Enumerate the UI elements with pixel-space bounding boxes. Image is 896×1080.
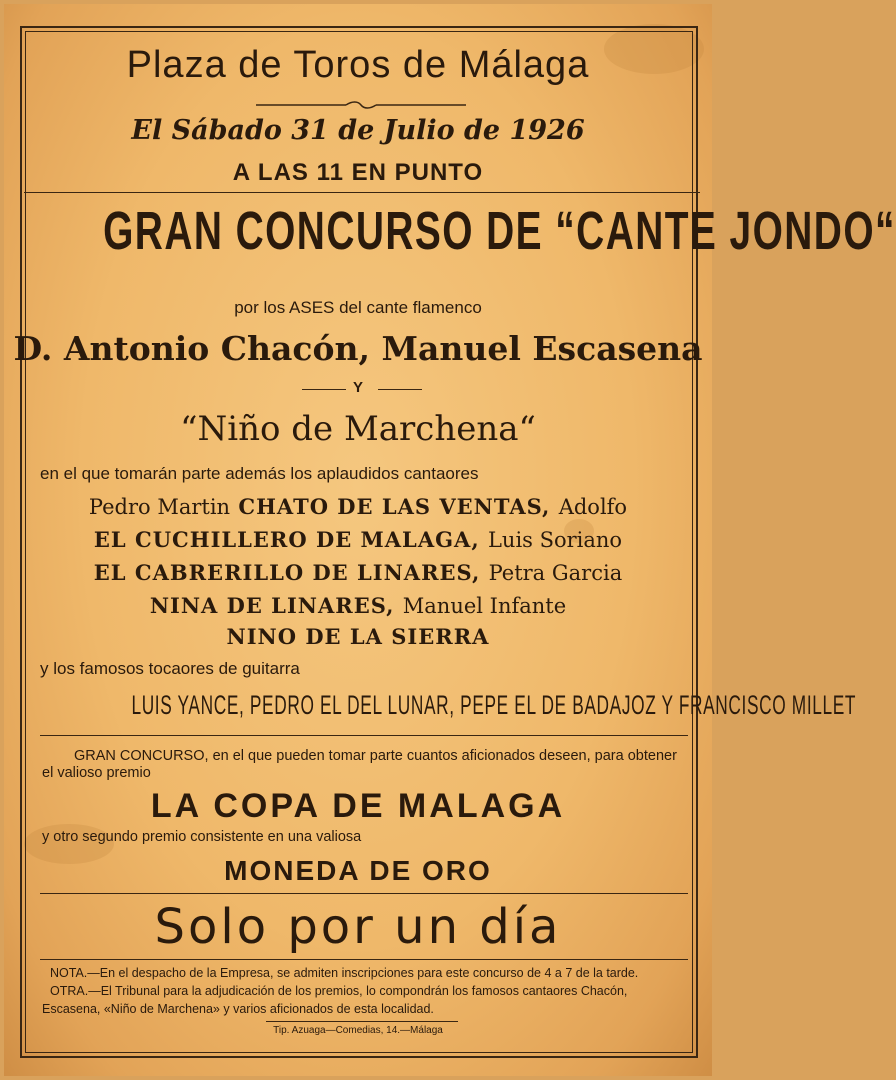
divider-rule (24, 192, 700, 193)
intro-singers: en el que tomarán parte además los aplaudidos cantaores (40, 464, 479, 483)
venue-title: Plaza de Toros de Málaga (126, 44, 590, 86)
printer-credit: Tip. Azuaga—Comedias, 14.—Málaga (273, 1025, 443, 1036)
divider-rule (40, 959, 688, 960)
singer-name: Adolfo (558, 495, 628, 519)
guitarists: LUIS YANCE, PEDRO EL DEL LUNAR, PEPE EL DE BADAJOZ Y FRANCISCO MILLET (131, 690, 857, 720)
divider-rule (378, 389, 422, 390)
singer-alias: EL CUCHILLERO DE MALAGA, (93, 527, 480, 552)
featured-singer: “Niño de Marchena“ (180, 409, 536, 449)
second-prize-text: y otro segundo premio consistente en una valiosa (42, 829, 362, 845)
singer-row (4, 593, 712, 618)
subtitle: por los ASES del cante flamenco (234, 298, 482, 317)
prize-title: LA COPA DE MALAGA (150, 787, 566, 825)
singer-alias: EL CABRERILLO DE LINARES, (93, 560, 481, 585)
divider-rule (40, 893, 688, 894)
main-singers: D. Antonio Chacón, Manuel Escasena (13, 329, 703, 368)
conjunction: Y (352, 379, 363, 396)
singer-row (4, 494, 712, 519)
headline: GRAN CONCURSO DE “CANTE JONDO“ (103, 201, 896, 261)
singer-name: Petra Garcia (488, 561, 623, 585)
event-date: El Sábado 31 de Julio de 1926 (131, 115, 585, 146)
ornament-divider (256, 101, 466, 109)
divider-rule (266, 1021, 458, 1022)
singer-name: Manuel Infante (402, 594, 567, 618)
singer-name: Luis Soriano (487, 528, 623, 552)
otra-text: OTRA.—El Tribunal para la adjudicación de los premios, lo compondrán los famosos cantaores Chacón, Escasena, «Niño de Marchena» y varios aficionados de esta localidad. (42, 984, 628, 1016)
singer-alias: NINO DE LA SIERRA (226, 624, 490, 649)
singer-alias: CHATO DE LAS VENTAS, (238, 494, 551, 519)
poster-paper (4, 4, 896, 1076)
singer-row (4, 560, 712, 585)
singer-row (4, 527, 712, 552)
singer-name: Pedro Martin (88, 495, 231, 519)
divider-rule (40, 735, 688, 736)
contest-text: GRAN CONCURSO, en el que pueden tomar parte cuantos aficionados deseen, para obtener el valioso premio (42, 748, 677, 781)
event-time: A LAS 11 EN PUNTO (232, 159, 484, 186)
guitar-intro: y los famosos tocaores de guitarra (40, 659, 300, 678)
singer-row (4, 624, 712, 649)
nota-text: NOTA.—En el despacho de la Empresa, se admiten inscripciones para este concurso de 4 a 7 de la tarde. (50, 966, 639, 980)
one-day-banner: Solo por un día (154, 899, 562, 955)
second-prize: MONEDA DE ORO (224, 855, 492, 886)
notes (42, 964, 680, 1018)
singer-alias: NINA DE LINARES, (149, 593, 395, 618)
